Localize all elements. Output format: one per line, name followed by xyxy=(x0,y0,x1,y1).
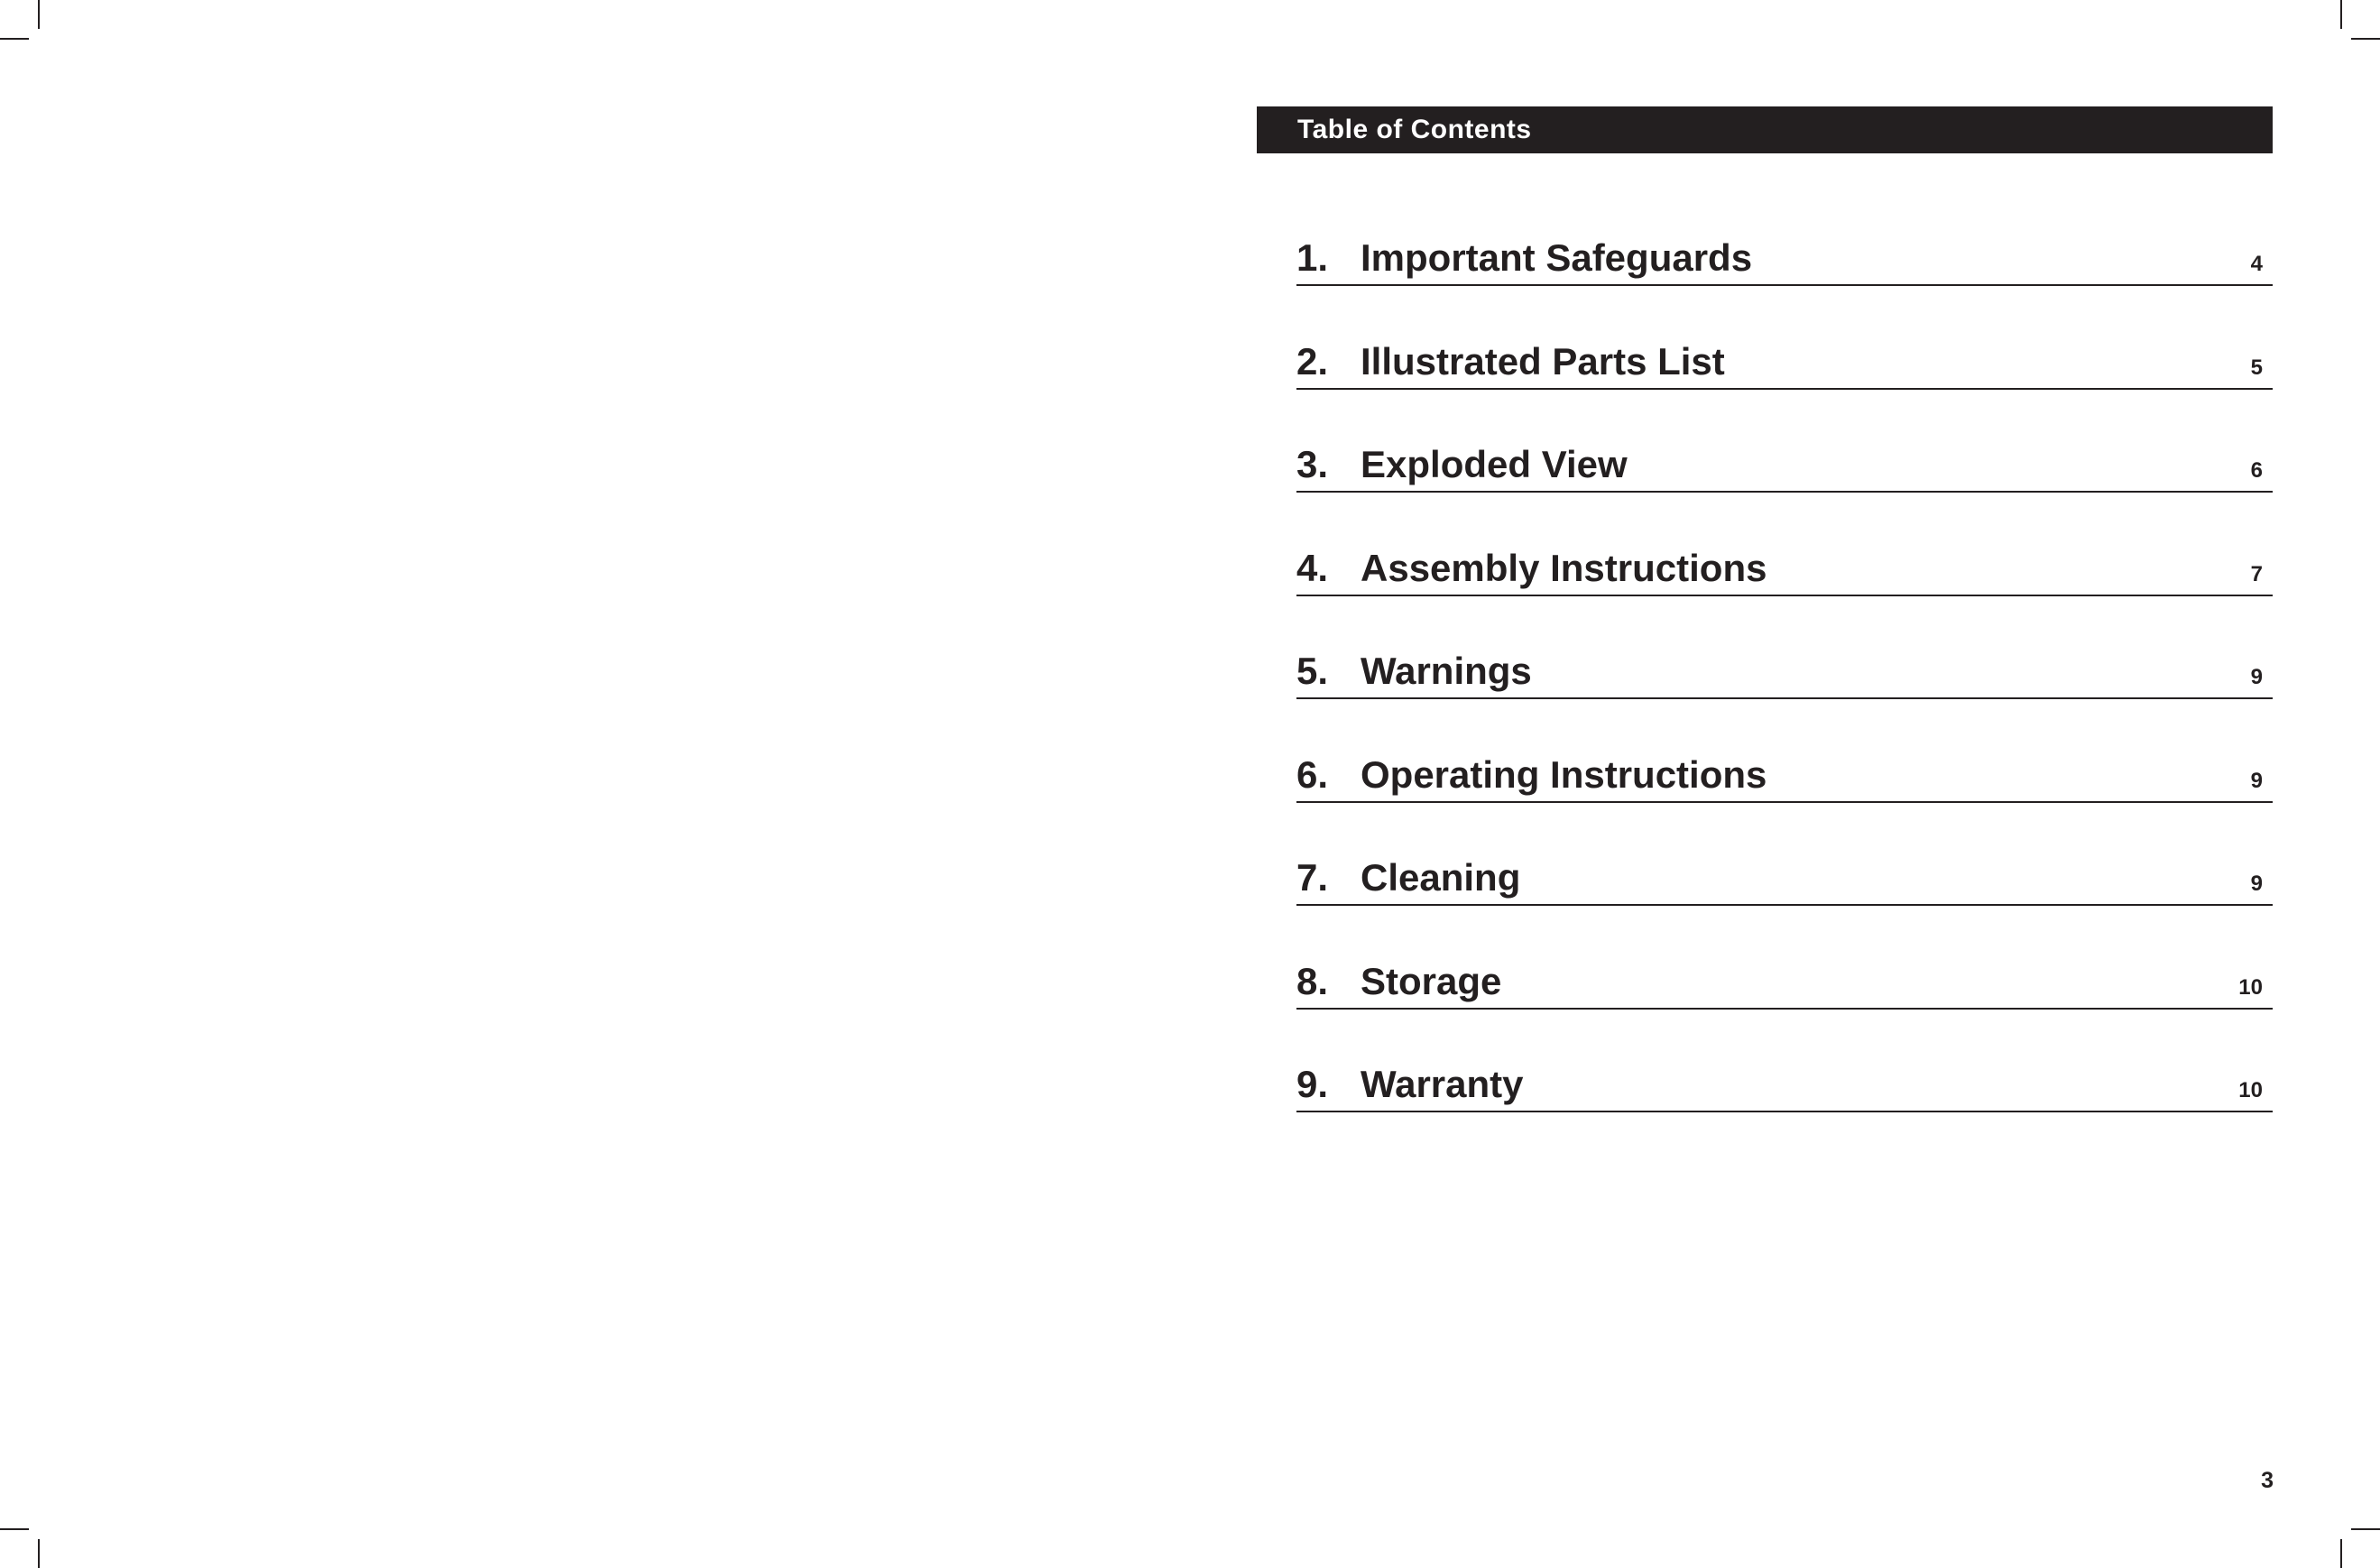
toc-row xyxy=(1296,430,2273,493)
toc-item-page: 10 xyxy=(2238,1078,2263,1102)
toc-item-page: 6 xyxy=(2250,458,2263,483)
toc-item-title: Important Safeguards xyxy=(1361,236,1753,279)
toc-item-title: Warnings xyxy=(1361,650,1532,692)
crop-mark-top-right-horizontal xyxy=(2351,38,2380,40)
crop-mark-bottom-left-horizontal xyxy=(0,1528,29,1530)
crop-mark-bottom-right-vertical xyxy=(2340,1539,2342,1568)
crop-mark-top-right-vertical xyxy=(2340,0,2342,29)
toc-item-storage[interactable] xyxy=(1296,947,2273,1051)
toc-item-number: 8. xyxy=(1296,959,1329,1002)
toc-item-exploded-view[interactable] xyxy=(1296,430,2273,534)
toc-row xyxy=(1296,224,2273,286)
toc-item-page: 9 xyxy=(2250,665,2263,689)
toc-item-page: 7 xyxy=(2250,561,2263,586)
toc-item-title: Warranty xyxy=(1361,1063,1524,1105)
toc-item-important-safeguards[interactable] xyxy=(1296,224,2273,327)
toc-item-illustrated-parts-list[interactable] xyxy=(1296,327,2273,431)
toc-item-number: 1. xyxy=(1296,236,1329,279)
toc-item-warnings[interactable] xyxy=(1296,637,2273,741)
toc-item-title: Assembly Instructions xyxy=(1361,546,1767,589)
toc-row xyxy=(1296,327,2273,390)
toc-row xyxy=(1296,637,2273,699)
toc-item-warranty[interactable] xyxy=(1296,1050,2273,1154)
toc-item-title: Storage xyxy=(1361,959,1502,1002)
toc-heading: Table of Contents xyxy=(1257,106,2273,153)
toc-item-page: 4 xyxy=(2250,252,2263,276)
page-number: 3 xyxy=(2261,1468,2274,1493)
toc-item-number: 9. xyxy=(1296,1063,1329,1105)
toc-item-page: 5 xyxy=(2250,355,2263,380)
toc-item-number: 5. xyxy=(1296,650,1329,692)
crop-mark-top-left-vertical xyxy=(38,0,40,29)
toc-item-title: Cleaning xyxy=(1361,856,1521,899)
toc-item-page: 9 xyxy=(2250,768,2263,793)
toc-item-number: 2. xyxy=(1296,339,1329,383)
toc-row xyxy=(1296,844,2273,906)
toc-item-page: 10 xyxy=(2238,974,2263,1000)
toc-row xyxy=(1296,1050,2273,1112)
crop-mark-bottom-left-vertical xyxy=(38,1539,40,1568)
toc-item-operating-instructions[interactable] xyxy=(1296,741,2273,844)
toc-list xyxy=(1296,224,2273,1154)
toc-item-assembly-instructions[interactable] xyxy=(1296,534,2273,638)
toc-item-cleaning[interactable] xyxy=(1296,844,2273,947)
toc-item-number: 3. xyxy=(1296,443,1329,485)
toc-item-title: Operating Instructions xyxy=(1361,752,1767,796)
toc-item-number: 4. xyxy=(1296,546,1329,589)
toc-row xyxy=(1296,947,2273,1010)
crop-mark-top-left-horizontal xyxy=(0,38,29,40)
toc-item-title: Exploded View xyxy=(1361,443,1628,485)
crop-mark-bottom-right-horizontal xyxy=(2351,1528,2380,1530)
toc-item-page: 9 xyxy=(2250,872,2263,896)
toc-item-title: Illustrated Parts List xyxy=(1361,339,1725,383)
toc-row xyxy=(1296,534,2273,596)
toc-item-number: 7. xyxy=(1296,856,1329,899)
toc-item-number: 6. xyxy=(1296,752,1329,796)
toc-row xyxy=(1296,741,2273,803)
